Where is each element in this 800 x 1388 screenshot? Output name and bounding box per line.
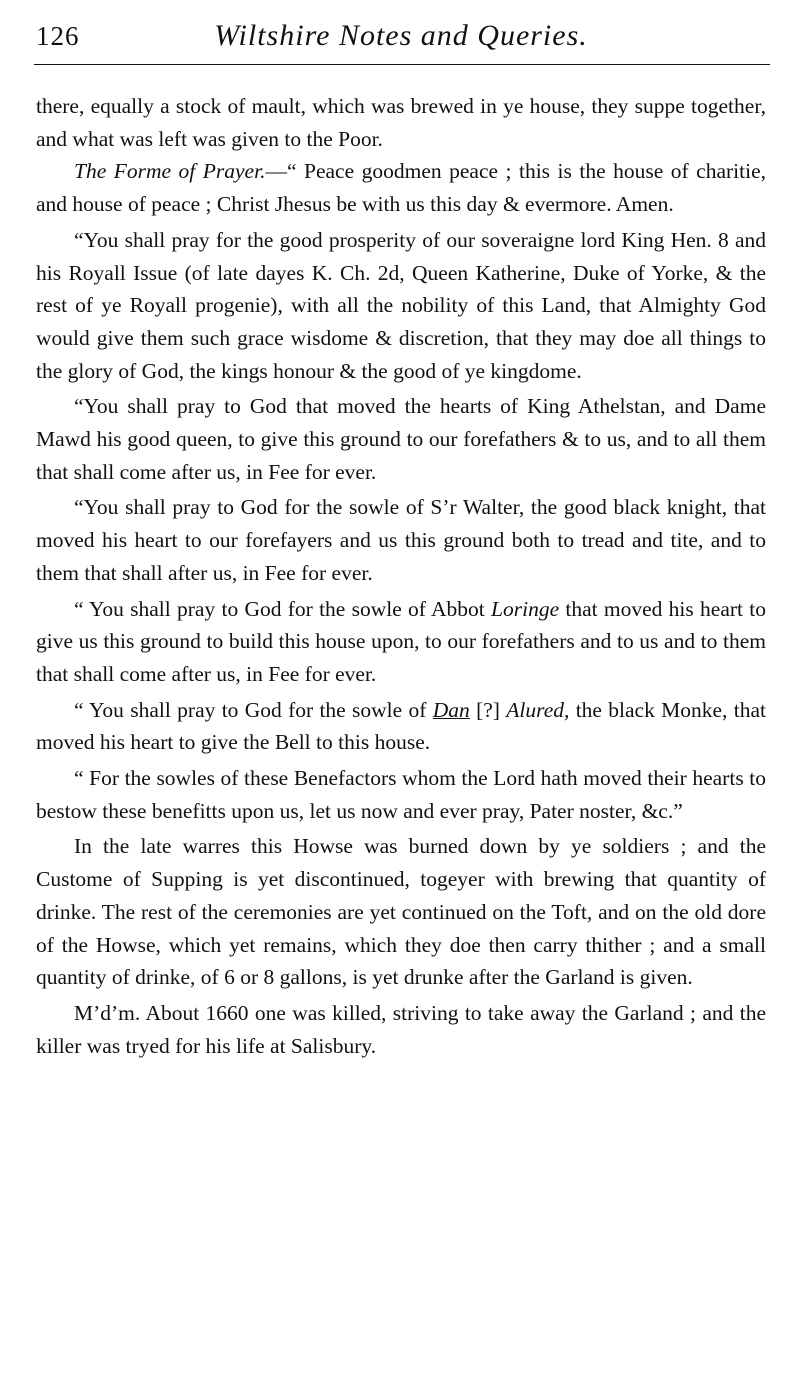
dan-name: Dan bbox=[432, 697, 470, 722]
paragraph-1 bbox=[36, 90, 766, 155]
paragraph-7-text-start: “ You shall pray to God for the sowle of bbox=[74, 697, 433, 722]
paragraph-2-text: —“ Peace goodmen peace ; this is the house of charitie, and house of peace ; Christ Jhesus be with us this day & evermore. Amen. bbox=[36, 159, 766, 217]
paragraph-7 bbox=[36, 694, 766, 759]
paragraph-10 bbox=[36, 997, 766, 1062]
journal-title: Wiltshire Notes and Queries. bbox=[214, 19, 588, 52]
alured-name: Alured bbox=[506, 697, 564, 722]
paragraph-4-text: “You shall pray to God that moved the hearts of King Athelstan, and Dame Mawd his good queen, to give this ground to our forefathers & to us, and to all them that shall come after us, in Fee for ever. bbox=[36, 394, 766, 484]
paragraph-7-text-end: , the black Monke, that moved his heart to give the Bell to this house. bbox=[36, 697, 766, 755]
abbot-name: Loringe bbox=[491, 596, 560, 621]
paragraph-3-text: “You shall pray for the good prosperity of our soveraigne lord King Hen. 8 and his Royall Issue (of late dayes K. Ch. 2d, Queen Katherine, Duke of Yorke, & the rest of ye Royall progenie), with all the nobility of this Land, that Almighty God would give them such grace wisdome & discretion, that they may doe all things to the glory of God, the kings honour & the good of ye kingdome. bbox=[36, 227, 766, 383]
paragraph-8-text: “ For the sowles of these Benefactors whom the Lord hath moved their hearts to bestow these benefitts upon us, let us now and ever pray, Pater noster, &c.” bbox=[36, 766, 766, 823]
paragraph-1-text: there, equally a stock of mault, which was brewed in ye house, they suppe together, and what was left was given to the Poor. bbox=[36, 94, 766, 151]
paragraph-6 bbox=[36, 593, 766, 691]
prayer-heading: The Forme of Prayer. bbox=[74, 159, 266, 184]
paragraph-9 bbox=[36, 830, 766, 994]
paragraph-10-text: M’d’m. About 1660 one was killed, striving to take away the Garland ; and the killer was tryed for his life at Salisbury. bbox=[36, 1000, 766, 1058]
body-text bbox=[36, 90, 766, 1062]
page-number: 126 bbox=[36, 21, 80, 51]
paragraph-2 bbox=[36, 155, 766, 220]
paragraph-3 bbox=[36, 224, 766, 388]
header-rule bbox=[34, 64, 770, 65]
running-head bbox=[36, 16, 766, 56]
paragraph-9-text: In the late warres this Howse was burned down by ye soldiers ; and the Custome of Supping is yet discontinued, togeyer with brewing that quantity of drinke. The rest of the ceremonies are yet continued on the Toft, and on the old dore of the Howse, which yet remains, which they doe then carry thither ; and a small quantity of drinke, of 6 or 8 gallons, is yet drunke after the Garland is given. bbox=[36, 834, 766, 990]
paragraph-6-text-end: that moved his heart to give us this ground to build this house upon, to our forefathers and to us and to them that shall come after us, in Fee for ever. bbox=[36, 596, 766, 686]
paragraph-6-text-start: “ You shall pray to God for the sowle of Abbot bbox=[74, 596, 492, 621]
paragraph-5-text: “You shall pray to God for the sowle of S’r Walter, the good black knight, that moved his heart to our forefayers and us this ground both to tread and tite, and to them that shall after us, in Fee for ever. bbox=[36, 495, 766, 585]
paragraph-5 bbox=[36, 491, 766, 589]
paragraph-4 bbox=[36, 390, 766, 488]
paragraph-8 bbox=[36, 762, 766, 827]
paragraph-7-query: [?] bbox=[469, 697, 507, 722]
